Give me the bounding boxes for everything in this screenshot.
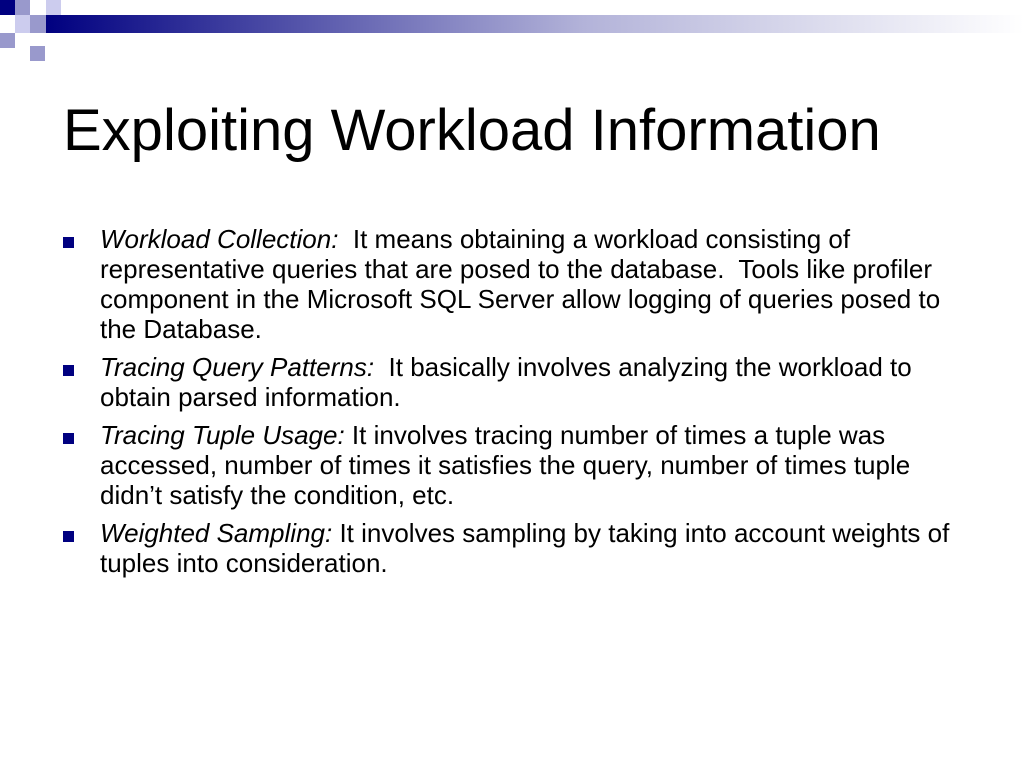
deco-square-4	[15, 15, 30, 33]
square-bullet-icon	[63, 237, 74, 248]
deco-square-6	[0, 33, 15, 48]
deco-square-2	[15, 0, 30, 15]
deco-square-3	[46, 0, 61, 15]
bullet-text: It basically involves analyzing the workload to obtain parsed information.	[100, 352, 919, 412]
deco-square-7	[30, 46, 45, 61]
bullet-item	[63, 420, 963, 510]
bullet-term: Tracing Query Patterns:	[100, 352, 375, 382]
bullet-item	[63, 352, 963, 412]
bullet-term: Weighted Sampling:	[100, 518, 333, 548]
header-decoration	[0, 0, 1024, 64]
deco-square-5	[30, 15, 46, 33]
deco-square-1	[0, 0, 15, 15]
bullet-text: It involves sampling by taking into account weights of tuples into consideration.	[100, 518, 957, 578]
bullet-text: It involves tracing number of times a tuple was accessed, number of times it satisfies the query, number of times tuple didn’t satisfy the condition, etc.	[100, 420, 918, 510]
bullet-text: It means obtaining a workload consisting of representative queries that are posed to the database. Tools like profiler component in the Microsoft SQL Server allow logging of queries posed to the Database.	[100, 224, 948, 344]
square-bullet-icon	[63, 365, 74, 376]
bullet-term: Tracing Tuple Usage:	[100, 420, 345, 450]
bullet-list	[63, 224, 963, 586]
bullet-item	[63, 224, 963, 344]
square-bullet-icon	[63, 531, 74, 542]
header-gradient-bar	[46, 15, 1024, 33]
bullet-item	[63, 518, 963, 578]
square-bullet-icon	[63, 433, 74, 444]
bullet-term: Workload Collection:	[100, 224, 339, 254]
slide-title: Exploiting Workload Information	[63, 98, 881, 163]
